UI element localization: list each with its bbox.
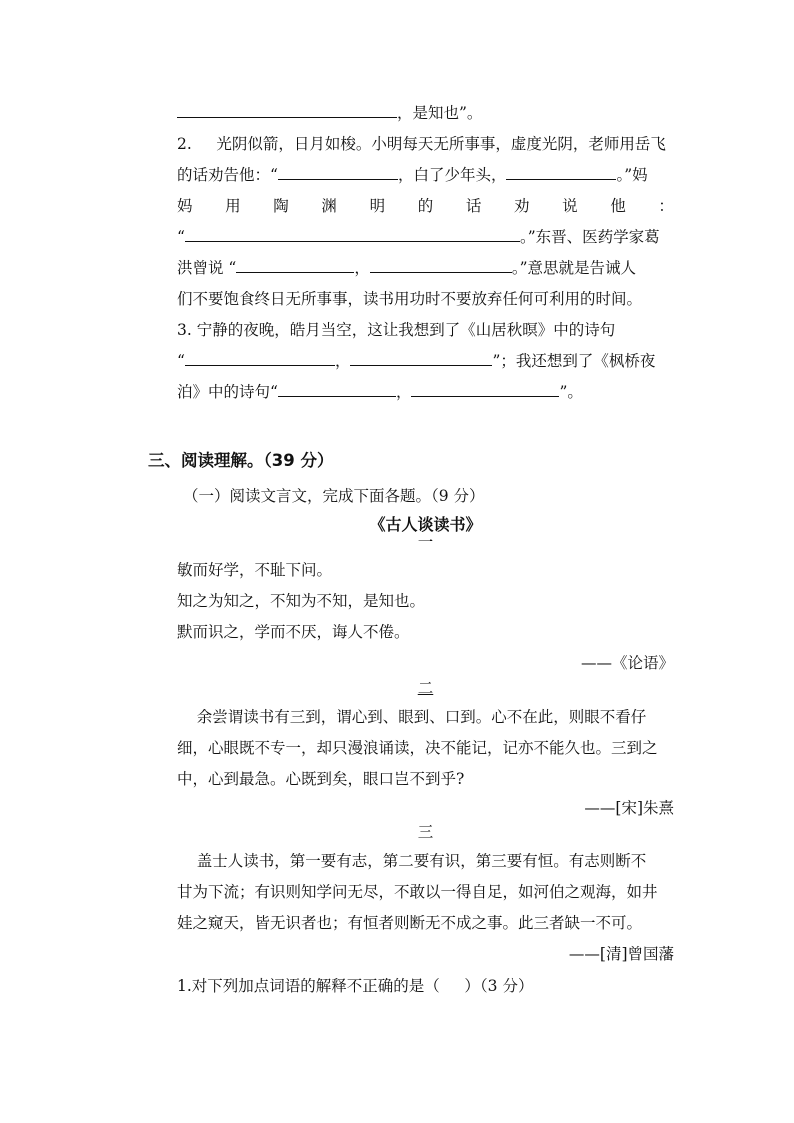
passage-line: 默而识之，学而不厌，诲人不倦。 <box>177 623 410 641</box>
question-1: 1.对下列加点词语的解释不正确的是（ ）（3 分） <box>177 977 534 995</box>
q2-line-5 <box>177 258 674 278</box>
passage-line: 敏而好学，不耻下问。 <box>177 561 333 579</box>
char: 话 <box>465 197 482 215</box>
passage-line: 知之为知之，不知为不知，是知也。 <box>177 592 426 610</box>
line-text: 。”意思就是告诫人 <box>511 259 637 277</box>
passage-line: 细，心眼既不专一，却只漫浪诵读，决不能记，记亦不能久也。三到之 <box>177 739 658 757</box>
char: 陶 <box>273 197 289 215</box>
answer-blank[interactable] <box>278 165 398 180</box>
char: 说 <box>562 197 578 215</box>
q3-line-2 <box>177 351 674 371</box>
line-text: ，是知也”。 <box>397 104 483 122</box>
line-text: 。”东晋、医药学家葛 <box>519 228 660 246</box>
line-text: ”；我还想到了《枫桥夜 <box>492 352 656 370</box>
part-label-1: 一 <box>417 533 434 551</box>
q2-line-6: 们不要饱食终日无所事事，读书用功时不要放弃任何可利用的时间。 <box>177 290 643 308</box>
line-text: 泊》中的诗句“ <box>177 383 278 401</box>
q2-line-4 <box>177 227 674 247</box>
line-text: ， <box>354 259 370 277</box>
fill-in-line-top <box>177 103 674 123</box>
char: 渊 <box>321 197 337 215</box>
passage-title: 《古人谈读书》 <box>369 515 482 534</box>
char: 劝 <box>513 197 530 215</box>
answer-blank[interactable] <box>350 351 492 366</box>
passage-line: 甘为下流；有识则知学问无尽，不敢以一得自足，如河伯之观海，如井 <box>177 883 658 901</box>
char: 明 <box>369 197 386 215</box>
source-attribution: ——《论语》 <box>580 654 674 672</box>
line-text: ”。 <box>559 383 583 401</box>
q2-line-3 <box>177 196 674 216</box>
line-text: 的话劝告他：“ <box>177 166 278 184</box>
answer-blank[interactable] <box>177 103 397 118</box>
passage-line: 中，心到最急。心既到矣，眼口岂不到乎? <box>177 770 465 788</box>
line-text: ，白了少年头， <box>397 166 507 184</box>
answer-blank[interactable] <box>236 258 354 273</box>
char: 他 <box>610 197 626 215</box>
char: 用 <box>225 197 241 215</box>
source-attribution: ——[宋]朱熹 <box>584 799 674 817</box>
q2-line-2 <box>177 165 674 185</box>
answer-blank[interactable] <box>506 165 616 180</box>
source-attribution: ——[清]曾国藩 <box>568 945 674 963</box>
line-text: 洪曾说 “ <box>177 259 237 277</box>
passage-line: 余尝谓读书有三到，谓心到、眼到、口到。心不在此，则眼不看仔 <box>177 708 647 726</box>
line-text: “ <box>177 228 185 246</box>
char: 的 <box>417 197 434 215</box>
line-text: 。”妈 <box>616 166 648 184</box>
passage-line: 娃之窥天，皆无识者也；有恒者则断无不成之事。此三者缺一不可。 <box>177 914 643 932</box>
answer-blank[interactable] <box>185 351 335 366</box>
answer-blank[interactable] <box>278 382 396 397</box>
part-label-2: 二 <box>417 679 434 697</box>
line-text: ， <box>334 352 351 370</box>
char: 妈 <box>177 197 193 215</box>
q3-line-3 <box>177 382 674 402</box>
part-label-3: 三 <box>417 823 434 841</box>
sub-heading: （一）阅读文言文，完成下面各题。（9 分） <box>183 487 485 505</box>
q3-line-1: 3. 宁静的夜晚，皓月当空，这让我想到了《山居秋暝》中的诗句 <box>177 321 616 339</box>
line-text: “ <box>177 352 185 370</box>
answer-blank[interactable] <box>411 382 559 397</box>
answer-blank[interactable] <box>370 258 512 273</box>
char: ： <box>658 197 674 215</box>
section-heading: 三、阅读理解。（39 分） <box>148 451 334 470</box>
q2-line-1: 2. 光阴似箭，日月如梭。小明每天无所事事，虚度光阴，老师用岳飞 <box>177 135 666 153</box>
passage-line: 盖士人读书，第一要有志，第二要有识，第三要有恒。有志则断不 <box>177 852 647 870</box>
line-text: ， <box>395 383 412 401</box>
answer-blank[interactable] <box>185 227 520 242</box>
